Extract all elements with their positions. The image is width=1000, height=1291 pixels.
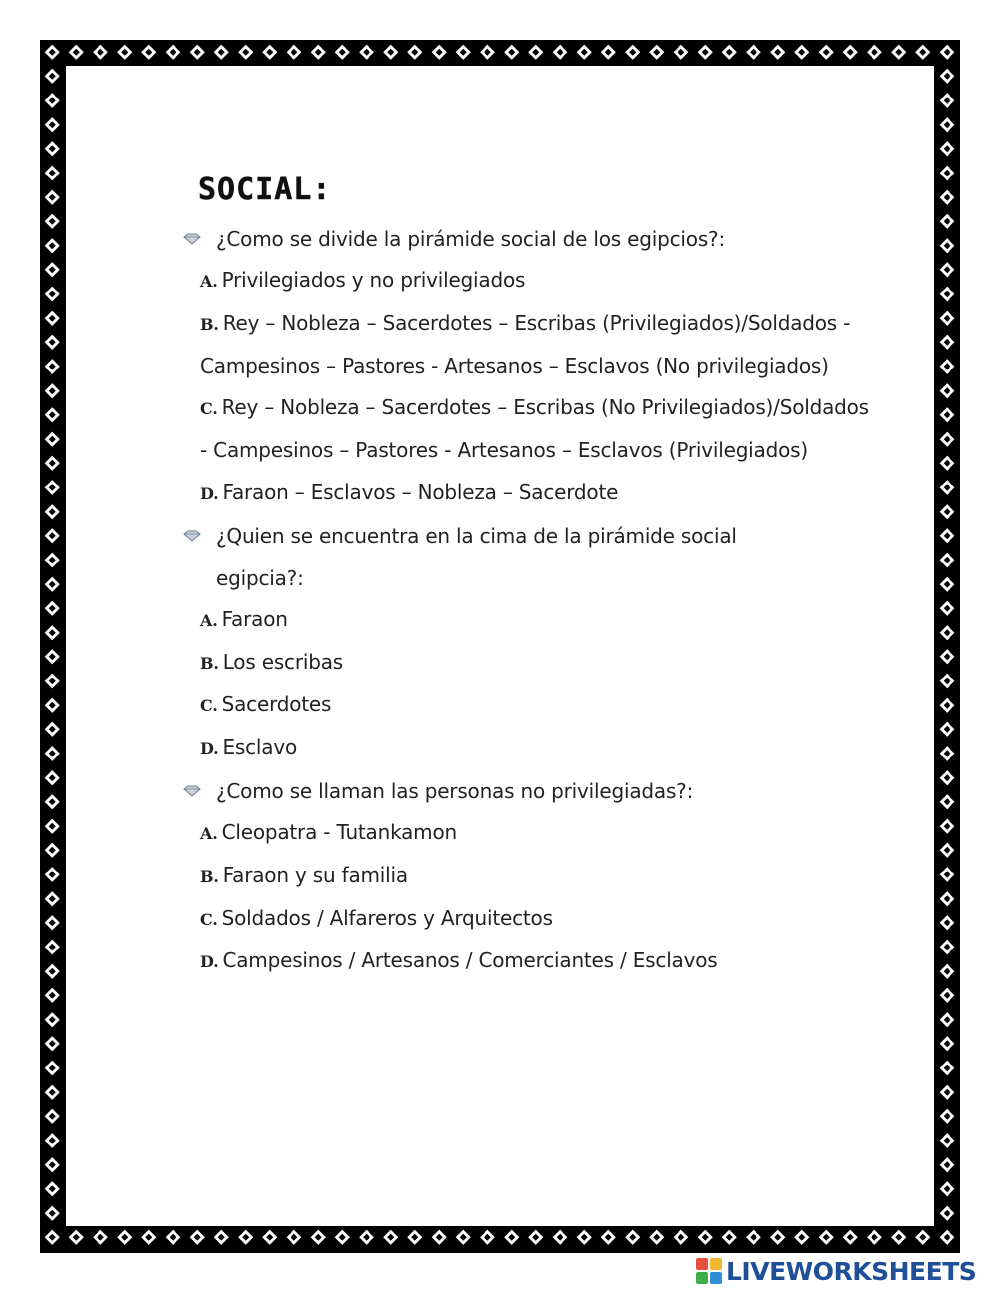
option-text: Sacerdotes [221, 692, 332, 717]
option-text: Faraon – Esclavos – Nobleza – Sacerdote [222, 479, 619, 504]
logo-block [710, 1258, 722, 1270]
diamond-bullet-icon [182, 530, 202, 542]
logo-block [696, 1272, 708, 1284]
option-letter: C. [200, 696, 218, 716]
diamond-bullet-icon [182, 233, 202, 245]
option-text: Campesinos / Artesanos / Comerciantes / Esclavos [222, 948, 718, 973]
logo-block [710, 1272, 722, 1284]
logo-blocks-icon [696, 1258, 722, 1284]
option-text: Rey – Nobleza – Sacerdotes – Escribas (Privilegiados)/Soldados - Campesinos – Pastores - Artesanos – Esclavos (No privilegiados) [200, 310, 851, 378]
option-1b[interactable] [200, 303, 880, 388]
option-letter: B. [200, 314, 219, 334]
question-2 [200, 515, 880, 599]
option-letter: A. [200, 823, 218, 843]
option-2b[interactable] [200, 642, 880, 685]
section-heading: SOCIAL: [198, 172, 332, 207]
option-text: Privilegiados y no privilegiados [221, 268, 526, 292]
option-text: Los escribas [222, 649, 343, 674]
option-1c[interactable] [200, 387, 880, 472]
option-text: Cleopatra - Tutankamon [221, 819, 457, 844]
option-text: Rey – Nobleza – Sacerdotes – Escribas (No Privilegiados)/Soldados - Campesinos – Pastores - Artesanos – Esclavos (Privilegiados) [200, 395, 869, 463]
option-letter: A. [200, 272, 218, 291]
option-text: Faraon y su familia [222, 862, 408, 887]
logo-text: LIVEWORKSHEETS [726, 1256, 977, 1286]
option-text: Esclavo [222, 735, 298, 760]
option-2d[interactable] [200, 727, 880, 770]
liveworksheets-logo[interactable] [696, 1256, 976, 1286]
option-text: Faraon [221, 606, 288, 631]
option-letter: D. [200, 739, 219, 759]
option-3d[interactable] [200, 940, 880, 983]
logo-block [696, 1258, 708, 1270]
option-letter: B. [200, 866, 219, 886]
option-letter: C. [200, 399, 218, 419]
option-1a[interactable] [200, 260, 880, 303]
option-3b[interactable] [200, 855, 880, 898]
option-2a[interactable] [200, 599, 880, 642]
question-1 [200, 218, 880, 260]
diamond-bullet-icon [182, 785, 202, 797]
option-letter: D. [200, 483, 219, 503]
option-3a[interactable] [200, 812, 880, 855]
option-1d[interactable] [200, 472, 880, 515]
question-text: ¿Quien se encuentra en la cima de la pirámide social egipcia?: [216, 523, 737, 590]
option-letter: A. [200, 610, 218, 630]
worksheet-content [200, 170, 880, 983]
option-3c[interactable] [200, 898, 880, 941]
option-letter: D. [200, 952, 219, 972]
option-letter: B. [200, 653, 219, 673]
option-letter: C. [200, 909, 218, 929]
question-text: ¿Como se divide la pirámide social de los egipcios?: [216, 227, 725, 251]
option-text: Soldados / Alfareros y Arquitectos [221, 905, 553, 930]
question-text: ¿Como se llaman las personas no privilegiadas?: [216, 778, 694, 803]
option-2c[interactable] [200, 684, 880, 727]
question-3 [200, 770, 880, 812]
